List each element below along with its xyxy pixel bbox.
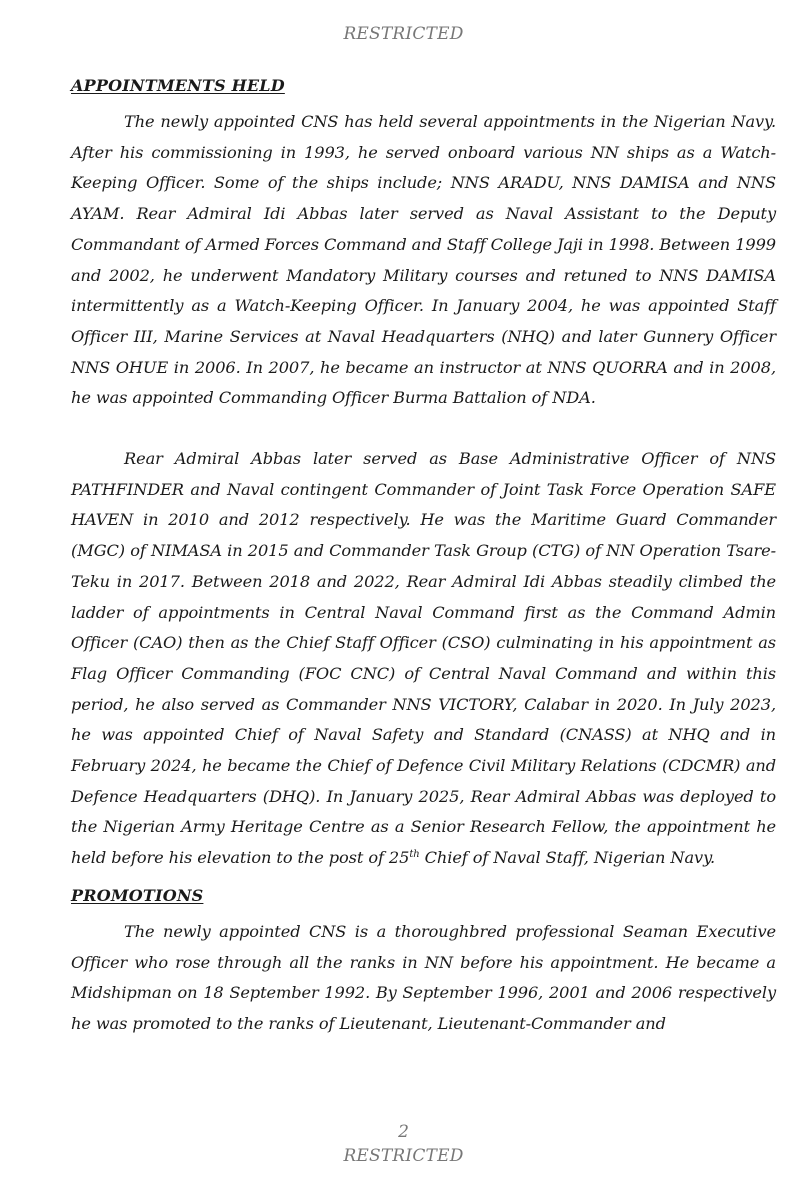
appointments-paragraph-1: The newly appointed CNS has held several appointments in the Nigerian Navy. After his commissioning in 1993, he served onboard various NN ships as a Watch-Keeping Officer. Some of the ships include; NNS ARADU, NNS DAMISA and NNS AYAM. Rear Admiral Idi Abbas later served as Naval Assistant to the Deputy Commandant of Armed Forces Command and Staff College Jaji in 1998. Between 1999 and 2002, he underwent Mandatory Military courses and retuned to NNS DAMISA intermittently as a Watch-Keeping Officer. In January 2004, he was appointed Staff Officer III, Marine Services at Naval Headquarters (NHQ) and later Gunnery Officer NNS OHUE in 2006. In 2007, he became an instructor at NNS QUORRA and in 2008, he was appointed Commanding Officer Burma Battalion of NDA.: [71, 112, 776, 408]
promotions-paragraph-1: The newly appointed CNS is a thoroughbred professional Seaman Executive Officer who rose through all the ranks in NN before his appointment. He became a Midshipman on 18 September 1992. By September 1996, 2001 and 2006 respectively he was promoted to the ranks of Lieutenant, Lieutenant-Commander and: [71, 921, 776, 1033]
appointments-paragraph-2-text: Rear Admiral Abbas later served as Base Administrative Officer of NNS PATHFINDER and Naval contingent Commander of Joint Task Force Operation SAFE HAVEN in 2010 and 2012 respectively. He was the Maritime Guard Commander (MGC) of NIMASA in 2015 and Commander Task Group (CTG) of NN Operation Tsare-Teku in 2017. Between 2018 and 2022, Rear Admiral Idi Abbas steadily climbed the ladder of appointments in Central Naval Command first as the Command Admin Officer (CAO) then as the Chief Staff Officer (CSO) culminating in his appointment as Flag Officer Commanding (FOC CNC) of Central Naval Command and within this period, he also served as Commander NNS VICTORY, Calabar in 2020. In July 2023, he was appointed Chief of Naval Safety and Standard (CNASS) at NHQ and in February 2024, he became the Chief of Defence Civil Military Relations (CDCMR) and Defence Headquarters (DHQ). In January 2025, Rear Admiral Abbas was deployed to the Nigerian Army Heritage Centre as a Senior Research Fellow, the appointment he held before his elevation to the post of 25: [71, 449, 776, 868]
classification-marking-top: RESTRICTED: [343, 24, 464, 44]
ordinal-superscript: th: [409, 849, 420, 861]
appointments-paragraph-2-end: Chief of Naval Staff, Nigerian Navy.: [419, 848, 716, 868]
classification-marking-bottom: RESTRICTED: [343, 1146, 464, 1166]
section-spacer: [71, 874, 776, 886]
section-heading-appointments: APPOINTMENTS HELD: [71, 76, 285, 95]
document-body: [71, 76, 776, 1040]
page-number: 2: [398, 1122, 409, 1142]
appointments-paragraph-2: [71, 444, 776, 874]
paragraph-spacer: [71, 414, 776, 444]
section-heading-promotions: PROMOTIONS: [71, 885, 204, 905]
